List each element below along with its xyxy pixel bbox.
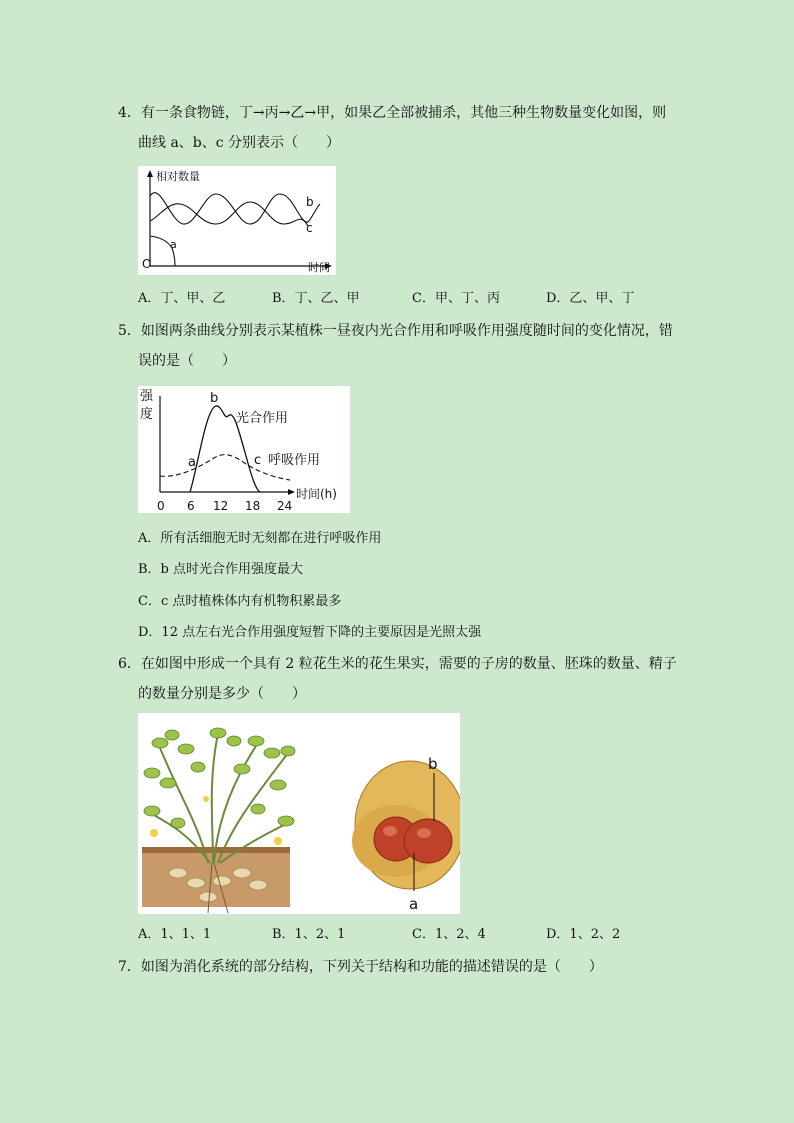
q4-option-a: A．丁、甲、乙 <box>138 291 226 306</box>
q5-photosynthesis-chart <box>138 386 350 513</box>
q5-stem-line1: 5．如图两条曲线分别表示某植株一昼夜内光合作用和呼吸作用强度随时间的变化情况，错 <box>118 323 673 339</box>
q6-option-c: C．1、2、4 <box>412 927 486 942</box>
q4-label-a: a <box>170 238 177 251</box>
q4-origin: O <box>142 257 152 271</box>
q5-option-d: D．12 点左右光合作用强度短暂下降的主要原因是光照太强 <box>138 625 482 640</box>
q4-option-b: B．丁、乙、甲 <box>272 291 360 306</box>
q6-option-d: D．1、2、2 <box>546 927 621 942</box>
q5-option-b: B．b 点时光合作用强度最大 <box>138 562 304 577</box>
q4-label-c: c <box>306 221 313 235</box>
q6-label-a: a <box>409 895 419 913</box>
q5-series-respiration: 呼吸作用 <box>268 453 321 468</box>
q5-xtick-0: 0 <box>157 499 165 513</box>
q4-label-b: b <box>306 195 314 209</box>
q5-xlabel: 时间(h) <box>296 487 337 501</box>
q5-xtick-6: 6 <box>187 499 195 513</box>
q4-curve-b <box>150 193 320 224</box>
q6-option-a: A．1、1、1 <box>138 927 212 942</box>
q5-option-a: A．所有活细胞无时无刻都在进行呼吸作用 <box>138 531 382 546</box>
q4-stem-line2: 曲线 a、b、c 分别表示（ ） <box>138 135 341 151</box>
q6-stem-line2: 的数量分别是多少（ ） <box>138 686 306 702</box>
svg-text:度: 度 <box>140 407 154 422</box>
q5-xtick-12: 12 <box>213 499 229 513</box>
q4-option-c: C．甲、丁、丙 <box>412 291 500 306</box>
q5-point-a: a <box>188 455 196 470</box>
peanut-plant-leaves <box>144 728 295 828</box>
peanut-seed-2 <box>404 819 452 863</box>
q6-stem-line1: 6．在如图中形成一个具有 2 粒花生米的花生果实，需要的子房的数量、胚珠的数量、精子 <box>118 656 677 672</box>
q6-option-b: B．1、2、1 <box>272 927 346 942</box>
q4-stem-line1: 4．有一条食物链，丁→丙→乙→甲，如果乙全部被捕杀，其他三种生物数量变化如图，则 <box>118 105 667 121</box>
q5-ylabel: 强 <box>140 389 154 404</box>
q5-series-photosynthesis: 光合作用 <box>236 411 289 426</box>
q4-population-figure <box>138 166 336 275</box>
q7-stem-line1: 7．如图为消化系统的部分结构，下列关于结构和功能的描述错误的是（ ） <box>118 959 603 975</box>
q5-xtick-18: 18 <box>245 499 261 513</box>
q6-peanut-figure <box>138 713 460 914</box>
q5-stem-line2: 误的是（ ） <box>138 353 236 369</box>
q5-xtick-24: 24 <box>277 499 293 513</box>
q5-point-c: c <box>254 453 262 468</box>
q5-option-c: C．c 点时植株体内有机物积累最多 <box>138 594 342 609</box>
q4-option-d: D．乙、甲、丁 <box>546 291 635 306</box>
q6-label-b: b <box>428 755 438 773</box>
q5-point-b: b <box>210 391 219 406</box>
peanut-flowers <box>150 796 282 845</box>
q4-xlabel: 时间 <box>308 261 330 274</box>
q4-ylabel: 相对数量 <box>156 170 200 183</box>
q4-curve-c <box>150 202 308 226</box>
